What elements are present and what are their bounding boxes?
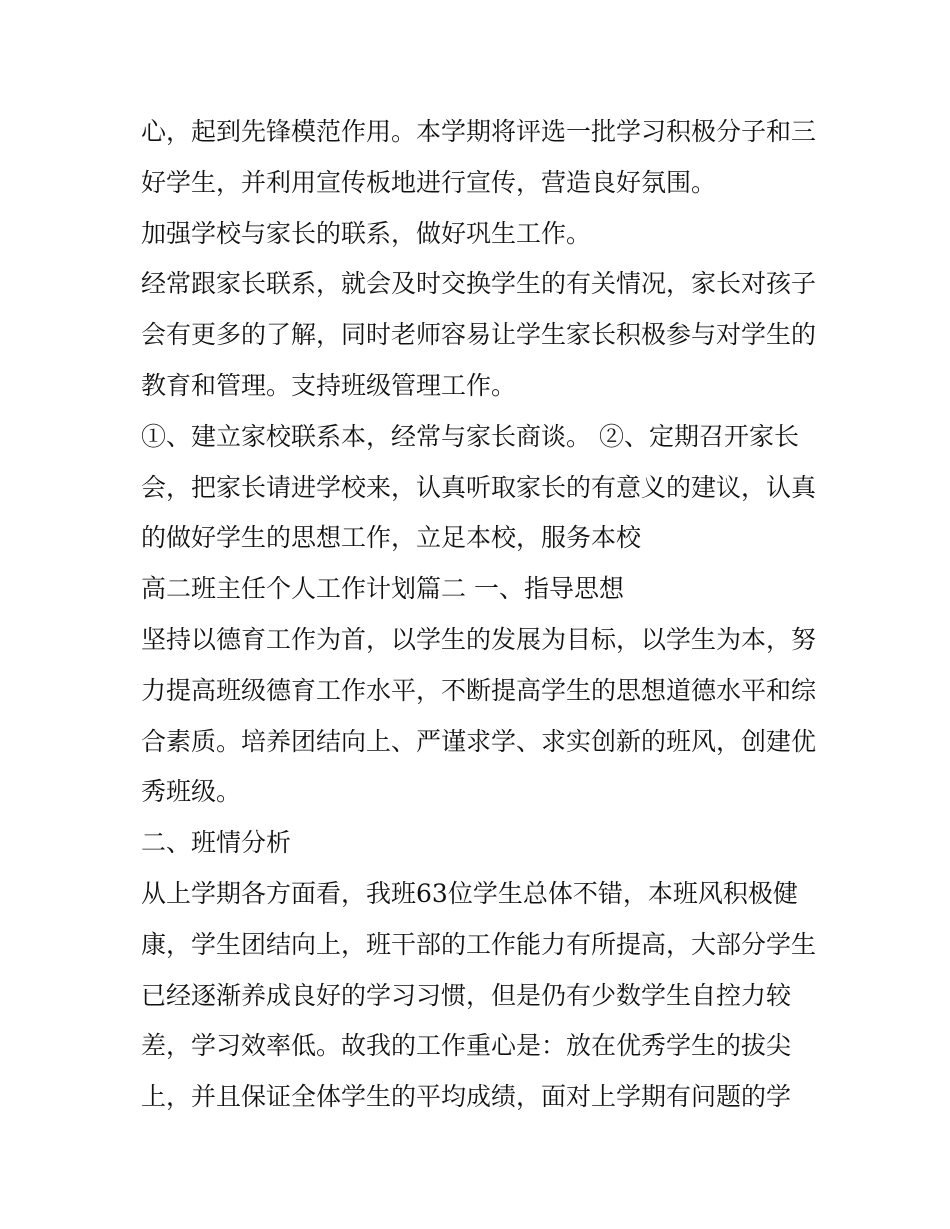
- text-line: 秀班级。: [141, 777, 242, 807]
- text-line: 差，学习效率低。故我的工作重心是：放在优秀学生的拔尖: [141, 1031, 792, 1061]
- text-line: 力提高班级德育工作水平，不断提高学生的思想道德水平和综: [141, 675, 817, 705]
- text-line: 坚持以德育工作为首，以学生的发展为目标，以学生为本，努: [141, 624, 817, 654]
- text-line: 会有更多的了解，同时老师容易让学生家长积极参与对学生的: [141, 320, 817, 350]
- text-line: 经常跟家长联系，就会及时交换学生的有关情况，家长对孩子: [141, 269, 817, 299]
- section-heading: 二、班情分析: [141, 828, 292, 858]
- text-line: 心，起到先锋模范作用。本学期将评选一批学习积极分子和三: [141, 117, 817, 146]
- text-line: 的做好学生的思想工作，立足本校，服务本校: [141, 523, 642, 553]
- text-line: 教育和管理。支持班级管理工作。: [141, 370, 517, 400]
- text-line: 已经逐渐养成良好的学习习惯，但是仍有少数学生自控力较: [141, 980, 792, 1010]
- document-body: [141, 107, 821, 1123]
- text-line: 好学生，并利用宣传板地进行宣传，营造良好氛围。: [141, 167, 717, 197]
- text-line: 上，并且保证全体学生的平均成绩，面对上学期有问题的学: [141, 1082, 792, 1112]
- text-line: 合素质。培养团结向上、严谨求学、求实创新的班风，创建优: [141, 726, 817, 756]
- text-line: 康，学生团结向上，班干部的工作能力有所提高，大部分学生: [141, 929, 817, 959]
- text-line: 从上学期各方面看，我班63位学生总体不错，本班风积极健: [141, 878, 798, 908]
- section-heading: 加强学校与家长的联系，做好巩生工作。: [141, 218, 592, 248]
- text-line: 会，把家长请进学校来，认真听取家长的有意义的建议，认真: [141, 472, 817, 502]
- article-title: 高二班主任个人工作计划篇二 一、指导思想: [141, 574, 624, 604]
- text-line: ①、建立家校联系本，经常与家长商谈。 ②、定期召开家长: [141, 421, 799, 451]
